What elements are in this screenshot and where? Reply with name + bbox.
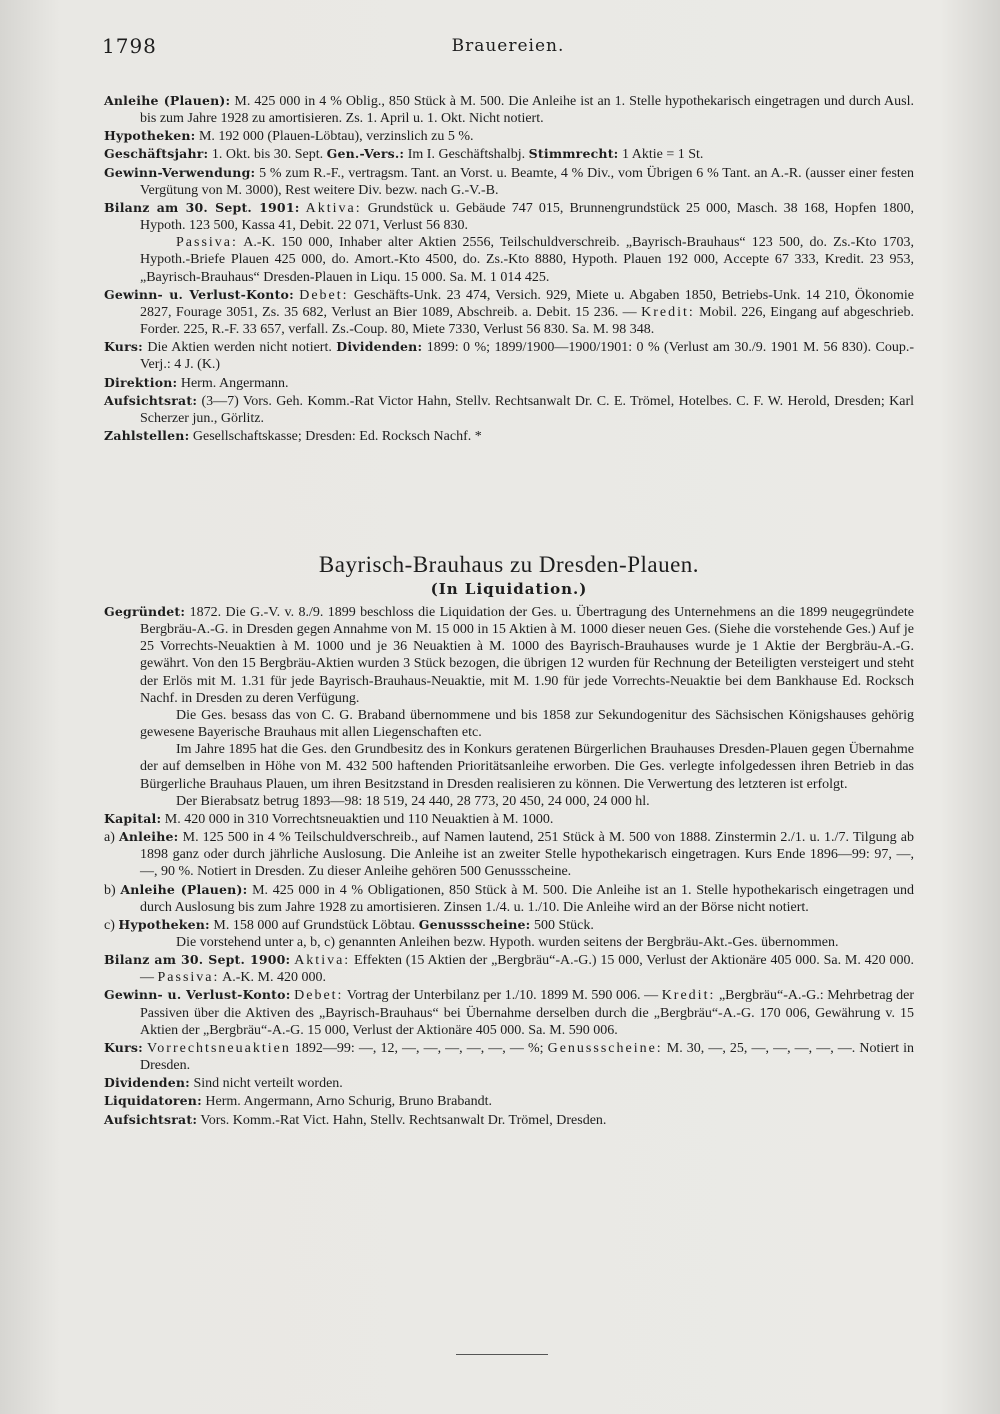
entry-paragraph (104, 916, 914, 934)
entry-paragraph (104, 603, 914, 707)
entry-paragraph (104, 392, 914, 427)
entry-label: Anleihe: (119, 829, 179, 845)
entry-spaced-label: Passiva: (157, 970, 220, 986)
entry-text: 1899: 0 %; 1899/1900—1900/1901: 0 % (Verlust am 30./9. 1901 M. 56 830). Coup.-Verj.: 4 J. (K.) (140, 340, 914, 373)
entry-label: Aufsichtsrat: (104, 1111, 198, 1127)
entry-label: Gen.-Vers.: (326, 146, 405, 162)
entry-spaced-label: Kredit: (661, 988, 716, 1004)
company-title: Bayrisch-Brauhaus zu Dresden-Plauen. (318, 552, 700, 577)
entry-text: A.-K. M. 420 000. (219, 970, 326, 986)
entry-paragraph (104, 881, 914, 916)
entry-text: Sind nicht verteilt worden. (189, 1076, 343, 1092)
entry-paragraph (104, 951, 914, 986)
entry-paragraph (104, 374, 914, 392)
entry-paragraph (104, 92, 914, 127)
entry-label: Geschäftsjahr: (104, 146, 209, 162)
company-section (104, 603, 914, 1129)
entry-text: (3—7) Vors. Geh. Komm.-Rat Victor Hahn, Stellv. Rechtsanwalt Dr. C. E. Trömel, Hotelbes. C. F. W. Herold, Dresden; Karl Scherzer jun., Görlitz. (140, 393, 914, 426)
entry-label: Anleihe (Plauen): (104, 93, 231, 108)
entry-spaced-label: Debet: (299, 287, 349, 303)
entry-text: M. 425 000 in 4 % Obligationen, 850 Stück à M. 500. Die Anleihe ist an 1. Stelle hypothekarisch eingetragen und durch Auslosung bis zum Jahre 1928 zu amortisieren. Zinsen 1./4. u. 1./10. Die Anleihe wird an der Börse nicht notiert. (140, 882, 914, 915)
page-number: 1798 (102, 34, 157, 58)
entry-prefix: c) (104, 917, 119, 933)
entry-text: 5 % zum R.-F., vertragsm. Tant. an Vorst. u. Beamte, 4 % Div., vom Übrigen 6 % Tant. an A.-R. (ausser einer festen Vergütung von M. 3000), Rest weitere Div. bezw. nach G.-V.-B. (140, 165, 914, 198)
entry-label: Kapital: (104, 810, 162, 826)
entry-paragraph (104, 810, 914, 828)
entry-paragraph (104, 127, 914, 145)
entry-text: Herm. Angermann, Arno Schurig, Bruno Brabandt. (201, 1094, 492, 1110)
entry-paragraph (104, 1111, 914, 1129)
entry-text: 500 Stück. (530, 917, 594, 933)
entry-text: 1892—99: —, 12, —, —, —, —, —, — %; (290, 1040, 548, 1056)
entry-text: Vors. Komm.-Rat Vict. Hahn, Stellv. Rechtsanwalt Dr. Trömel, Dresden. (197, 1112, 607, 1128)
entry-paragraph (104, 234, 914, 285)
entry-text: Die vorstehend unter a, b, c) genannten Anleihen bezw. Hypoth. wurden seitens der Bergbräu-Akt.-Ges. übernommen. (176, 934, 839, 950)
entry-paragraph (104, 1092, 914, 1110)
entry-text: M. 192 000 (Plauen-Löbtau), verzinslich zu 5 %. (195, 129, 474, 145)
entry-label: Stimmrecht: (528, 146, 619, 162)
entry-prefix: a) (104, 830, 119, 846)
entry-label: Aufsichtsrat: (104, 392, 198, 408)
entry-text: M. 30, —, 25, —, —, —, —, —. Notiert in Dresden. (140, 1040, 914, 1074)
entry-label: Hypotheken: (104, 128, 196, 144)
entry-text: Effekten (15 Aktien der „Bergbräu“-A.-G.) 15 000, Verlust der Aktionäre 405 000. Sa. M. 420 000. — (140, 953, 915, 986)
entry-label: Dividenden: (104, 1075, 190, 1091)
entry-text: 1. Okt. bis 30. Sept. (208, 147, 327, 163)
entry-label: Liquidatoren: (104, 1093, 202, 1109)
entry-text: „Bergbräu“-A.-G.: Mehrbetrag der Passiven über die Aktiven des „Bayrisch-Brauhaus“ bei Übernahme derselben durch die „Bergbräu“-A.-G. 170 006, Gewährung v. 15 Aktien der „Bergbräu“-A.-G. 15 000, Verlust der Aktionäre 405 000. Sa. M. 590 006. (140, 988, 915, 1038)
entry-paragraph (104, 741, 914, 792)
entry-text: 1 Aktie = 1 St. (618, 147, 704, 163)
entry-text: Geschäfts-Unk. 23 474, Versich. 929, Miete u. Abgaben 1850, Betriebs-Unk. 14 210, Ökonomie 2827, Fourage 3051, Zs. 35 682, Verlust an Bier 1089, Abschreib. a. Debit. 15 236. — (140, 287, 914, 320)
entry-paragraph (104, 1074, 914, 1092)
entry-label: Gegründet: (104, 604, 186, 619)
entry-spaced-label: Genussscheine: (547, 1040, 663, 1056)
company-subtitle: (In Liquidation.) (430, 580, 588, 598)
entry-text: Grundstück u. Gebäude 747 015, Brunnengrundstück 25 000, Masch. 38 168, Hopfen 1800, Hypoth. 123 500, Kassa 41, Debit. 22 071, Verlust 56 830. (140, 200, 914, 234)
entry-label: Zahlstellen: (104, 427, 190, 443)
entry-paragraph (104, 828, 914, 880)
entry-label: Kurs: (104, 339, 143, 355)
entry-paragraph (104, 793, 914, 810)
entry-label: Bilanz am 30. Sept. 1900: (104, 952, 291, 968)
entry-paragraph (104, 286, 914, 338)
entry-label: Bilanz am 30. Sept. 1901: (104, 199, 300, 215)
entry-label: Gewinn- u. Verlust-Konto: (104, 987, 291, 1003)
entry-label: Direktion: (104, 374, 178, 390)
entry-text: M. 420 000 in 310 Vorrechtsneuaktien und 110 Neuaktien à M. 1000. (161, 811, 554, 827)
entry-text: Herm. Angermann. (177, 375, 289, 391)
entry-paragraph (104, 986, 914, 1038)
entry-spaced-label: Aktiva: (294, 953, 351, 969)
entry-text: Die Aktien werden nicht notiert. (142, 340, 337, 356)
entry-label: Gewinn-Verwendung: (104, 164, 256, 180)
entry-text: Im Jahre 1895 hat die Ges. den Grundbesitz des in Konkurs geratenen Bürgerlichen Brauhauses Dresden-Plauen gegen Übernahme der auf demselben in Höhe von M. 432 500 haftenden Prioritätsanleihe erworben. Die Ges. verlegte infolgedessen ihren Betrieb in das Bürgerliche Brauhaus Plauen, um ihren Besitzstand in Dresden realisieren zu können. Die Verwertung des letzteren ist erfolgt. (140, 742, 914, 792)
entry-paragraph (104, 338, 914, 373)
entry-spaced-label: Kredit: (641, 304, 695, 320)
entry-paragraph (104, 427, 914, 445)
entry-text: M. 158 000 auf Grundstück Löbtau. (209, 917, 419, 933)
entry-spaced-label: Aktiva: (305, 200, 362, 216)
page-header (102, 34, 914, 66)
entry-text: 1872. Die G.-V. v. 8./9. 1899 beschloss die Liquidation der Ges. u. Übertragung des Unternehmens an die 1899 neugegründete Bergbräu-A.-G. in Dresden gegen Annahme von M. 15 000 in 15 Aktien à M. 1000 dieser neuen Ges. (Siehe die vorstehende Ges.) Auf je 25 Vorrechts-Neuaktien à M. 1000 und je 36 Neuaktien à M. 1000 des Bayrisch-Brauhauses wurde je 1 Aktie der Bergbräu-A.-G. gewährt. Von den 15 Bergbräu-Aktien wurden 3 Stück bezogen, die übrigen 12 wurden für Rechnung der Beteiligten versteigert und steht der Erlös mit M. 1.31 für jede Bayrisch-Brauhaus-Neuaktie, mit M. 1.90 für jede Vorrechts-Neuaktie bei dem Bankhause Ed. Rocksch Nachf. in Dresden zu deren Verfügung. (140, 605, 914, 706)
entry-text: M. 125 500 in 4 % Teilschuldverschreib., auf Namen lautend, 251 Stück à M. 500 von 1888. Zinstermin 2./1. u. 1./7. Tilgung ab 1898 ganz oder durch jährliche Auslosung. Die Anleihe ist an zweiter Stelle hypothekarisch eingetragen. Kurs Ende 1896—99: 97, —, —, 90 %. Notiert in Dresden. Zu dieser Anleihe gehören 500 Genussscheine. (140, 830, 914, 880)
entry-label: Kurs: (104, 1039, 143, 1055)
entry-text: A.-K. 150 000, Inhaber alter Aktien 2556, Teilschuldverschreib. „Bayrisch-Brauhaus“ 123 500, do. Zs.-Kto 1703, Hypoth.-Briefe Plauen 425 000, do. Amort.-Kto 4500, do. Zs.-Kto 8880, Hypoth. Plauen 192 000, Accepte 67 333, Kredit. 23 953, „Bayrisch-Brauhaus“ Dresden-Plauen in Liqu. 15 000. Sa. M. 1 014 425. (140, 235, 914, 285)
entry-text: Mobil. 226, Eingang auf abgeschrieb. Forder. 225, R.-F. 33 657, verfall. Zs.-Coup. 80, Miete 7330, Verlust 56 830. Sa. M. 98 348. (140, 304, 914, 338)
entry-prefix: b) (104, 882, 121, 898)
running-title: Brauereien. (451, 36, 565, 56)
entry-label: Hypotheken: (118, 916, 210, 932)
entry-text: Vortrag der Unterbilanz per 1./10. 1899 M. 590 006. — (343, 988, 662, 1004)
entry-paragraph (104, 145, 914, 163)
entry-text: Der Bierabsatz betrug 1893—98: 18 519, 24 440, 28 773, 20 450, 24 000, 24 000 hl. (176, 793, 650, 809)
entry-label: Genussscheine: (418, 916, 531, 932)
previous-company-section (104, 92, 914, 445)
entry-paragraph (104, 1039, 914, 1074)
end-rule (456, 1354, 548, 1355)
entry-paragraph (104, 934, 914, 951)
entry-paragraph (104, 707, 914, 741)
entry-spaced-label: Debet: (294, 988, 344, 1004)
entry-text: Im I. Geschäftshalbj. (404, 147, 529, 163)
entry-label: Gewinn- u. Verlust-Konto: (104, 286, 294, 302)
entry-paragraph (104, 199, 914, 234)
entry-label: Anleihe (Plauen): (120, 881, 248, 897)
entry-text: Gesellschaftskasse; Dresden: Ed. Rocksch Nachf. * (189, 428, 482, 444)
entry-spaced-label: Vorrechtsneuaktien (147, 1040, 291, 1056)
entry-text: M. 425 000 in 4 % Oblig., 850 Stück à M. 500. Die Anleihe ist an 1. Stelle hypothekarisch eingetragen und durch Ausl. bis zum Jahre 1928 zu amortisieren. Zs. 1. April u. 1. Okt. Nicht notiert. (140, 94, 914, 127)
entry-label: Dividenden: (336, 339, 423, 355)
entry-paragraph (104, 164, 914, 199)
entry-spaced-label: Passiva: (176, 235, 238, 251)
entry-text: Die Ges. besass das von C. G. Braband übernommene und bis 1858 zur Sekundogenitur des Sächsischen Königshauses gehörig gewesene Bayerische Brauhaus mit allen Liegenschaften etc. (140, 707, 914, 741)
